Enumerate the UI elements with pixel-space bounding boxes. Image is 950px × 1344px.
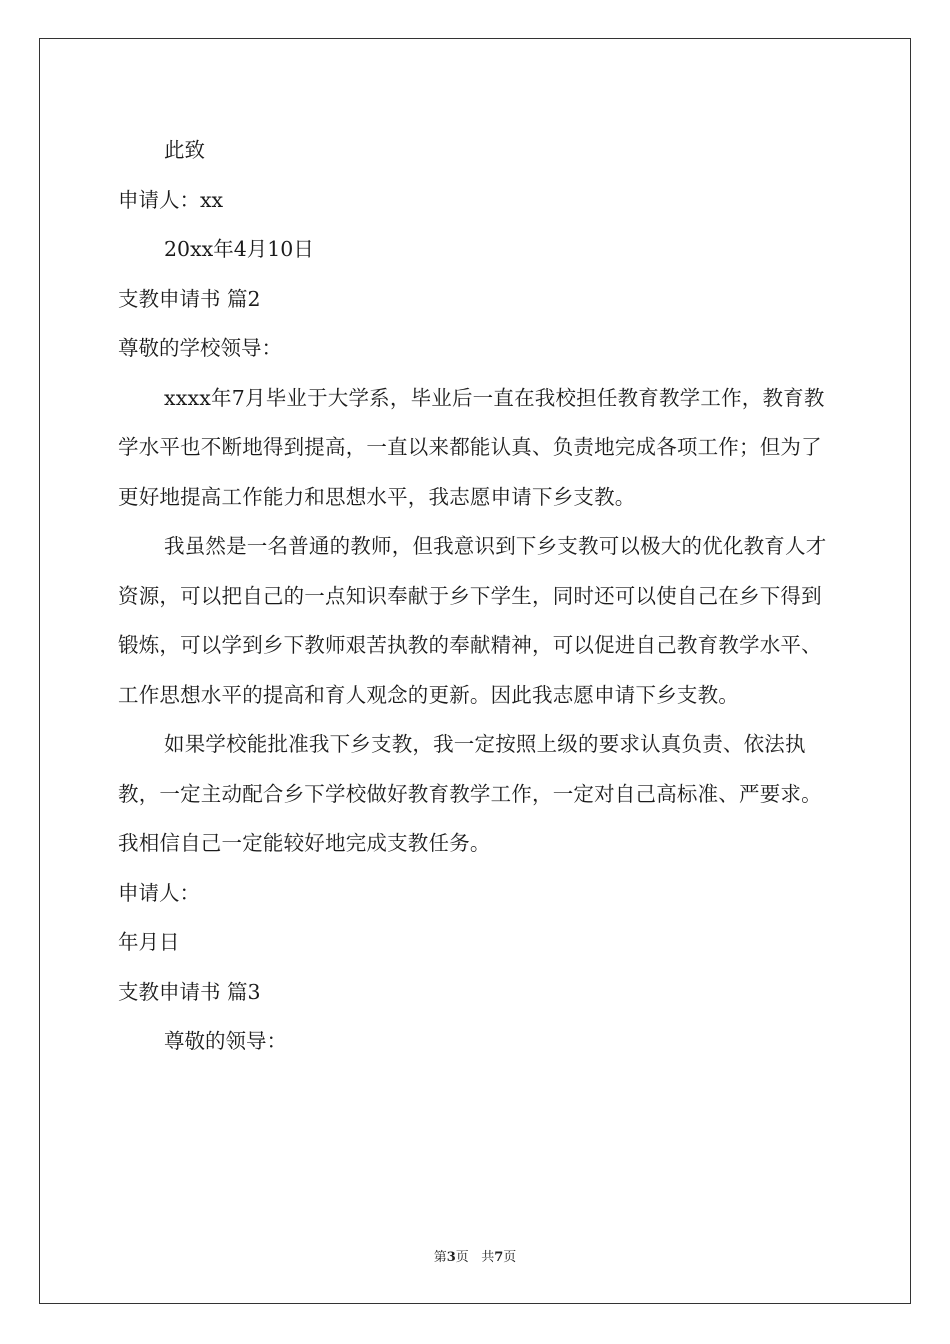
applicant-line: 申请人： <box>118 880 200 905</box>
section-heading: 支教申请书 篇2 <box>118 286 261 311</box>
date-line: 年月日 <box>118 930 180 954</box>
total-pages: 7 <box>494 1250 504 1265</box>
section-heading: 支教申请书 篇3 <box>118 979 261 1004</box>
date-line: 20xx年4月10日 <box>164 237 314 261</box>
page-suffix: 页 <box>455 1250 469 1265</box>
page-footer <box>0 1246 950 1265</box>
body-paragraph: 我虽然是一名普通的教师，但我意识到下乡支教可以极大的优化教育人才资源，可以把自己的一点知识奉献于乡下学生，同时还可以使自己在乡下得到锻炼，可以学到乡下教师艰苦执教的奉献精神，可以促进自己教育教学水平、工作思想水平的提高和育人观念的更新。因此我志愿申请下乡支教。 <box>118 534 827 707</box>
document-body <box>118 126 838 1067</box>
applicant-line: 申请人：xx <box>118 187 224 212</box>
salutation: 尊敬的领导： <box>164 1029 287 1053</box>
body-paragraph: xxxx年7月毕业于大学系，毕业后一直在我校担任教育教学工作，教育教学水平也不断地得到提高，一直以来都能认真、负责地完成各项工作；但为了更好地提高工作能力和思想水平，我志愿申请下乡支教。 <box>118 385 825 509</box>
page-prefix: 第 <box>433 1250 447 1265</box>
page-number: 3 <box>446 1250 456 1265</box>
closing-line: 此致 <box>164 138 205 162</box>
body-paragraph: 如果学校能批准我下乡支教，我一定按照上级的要求认真负责、依法执教，一定主动配合乡下学校做好教育教学工作，一定对自己高标准、严要求。我相信自己一定能较好地完成支教任务。 <box>118 732 822 855</box>
total-prefix: 共 <box>481 1250 495 1265</box>
total-suffix: 页 <box>503 1250 517 1265</box>
salutation: 尊敬的学校领导： <box>118 336 282 360</box>
